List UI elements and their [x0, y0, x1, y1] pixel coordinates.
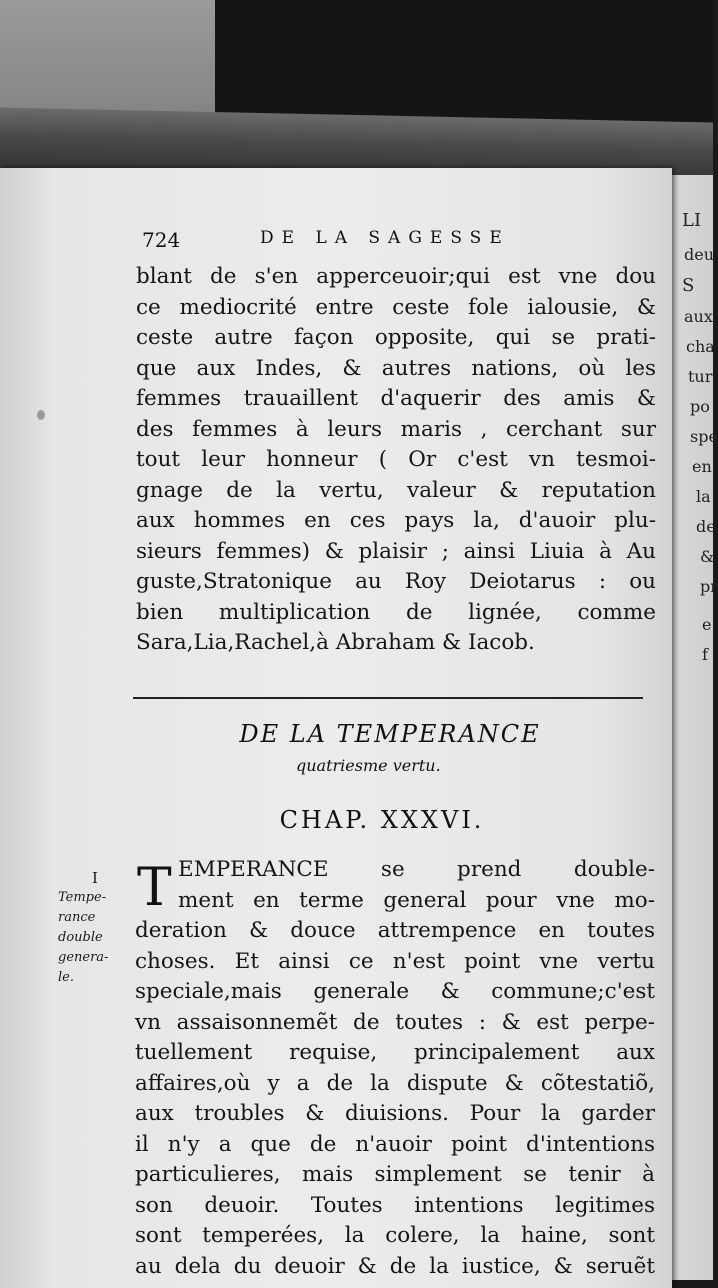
text-line: tout leur honneur ( Or c'est vn tesmoi- — [136, 447, 656, 472]
text-line: guste,Stratonique au Roy Deiotarus : ou — [136, 569, 656, 594]
page-stain — [37, 410, 45, 420]
text-line: que aux Indes, & autres nations, où les — [136, 355, 656, 381]
chapter-heading: CHAP. XXXVI. — [279, 806, 485, 834]
text-line: gnage de la vertu, valeur & reputation — [136, 477, 656, 503]
facing-fragment: spe — [690, 427, 718, 446]
section-divider — [133, 697, 643, 699]
text-line: deration & douce attrempence en toutes — [135, 918, 655, 943]
facing-fragment: f — [702, 645, 708, 664]
text-line: sieurs femmes) & plaisir ; ainsi Liuia à Au — [136, 538, 656, 564]
text-line: vn assaisonnemẽt de toutes : & est perpe- — [135, 1009, 655, 1035]
facing-fragment: aux — [684, 307, 713, 326]
facing-fragment: tur — [688, 367, 713, 386]
text-line: au dela du deuoir & de la iustice, & seruẽt — [135, 1253, 655, 1279]
text-line: tuellement requise, principalement aux — [135, 1040, 655, 1065]
margin-note-line: Tempe- — [58, 890, 107, 905]
text-line: aux hommes en ces pays la, d'auoir plu- — [136, 508, 656, 533]
text-line: sont temperées, la colere, la haine, sont — [135, 1223, 655, 1248]
background-dark-area — [215, 0, 713, 130]
text-line: des femmes à leurs maris , cerchant sur — [136, 416, 656, 442]
margin-note-line: le. — [58, 970, 74, 985]
facing-fragment: pr — [700, 577, 718, 596]
facing-fragment: po — [690, 397, 710, 416]
section-title: DE LA TEMPERANCE — [239, 720, 541, 748]
margin-note — [58, 868, 130, 988]
text-line: speciale,mais generale & commune;c'est — [135, 979, 655, 1004]
text-line: EMPERANCE se prend double- — [178, 857, 655, 882]
text-line: ment en terme general pour vne mo- — [178, 887, 655, 913]
text-line: femmes trauaillent d'aquerir des amis & — [136, 386, 656, 411]
text-line: aux troubles & diuisions. Pour la garder — [135, 1101, 655, 1126]
top-paragraph — [136, 262, 656, 659]
text-line: affaires,où y a de la dispute & cõtestatiõ, — [135, 1070, 655, 1096]
facing-fragment: & — [700, 547, 715, 566]
facing-fragment: e — [702, 615, 712, 634]
text-line: ce mediocrité entre ceste fole ialousie, & — [136, 294, 656, 320]
text-line: choses. Et ainsi ce n'est point vne vertu — [135, 948, 655, 974]
text-line: blant de s'en apperceuoir;qui est vne dou — [136, 264, 656, 289]
margin-note-number: I — [92, 869, 98, 887]
page-header — [142, 228, 562, 258]
section-subtitle: quatriesme vertu. — [296, 756, 441, 775]
facing-fragment: en — [692, 457, 712, 476]
text-line: il n'y a que de n'auoir point d'intentions — [135, 1131, 655, 1157]
text-line: particulieres, mais simplement se tenir à — [135, 1162, 655, 1187]
facing-fragment: S — [682, 275, 695, 296]
margin-note-line: genera- — [58, 950, 109, 965]
text-line: bien multiplication de lignée, comme — [136, 599, 656, 625]
margin-note-line: double — [58, 930, 103, 945]
facing-fragment: deu — [684, 245, 715, 264]
facing-fragment: cha — [686, 337, 715, 356]
facing-fragment: la — [696, 487, 711, 506]
text-line-last: Sara,Lia,Rachel,à Abraham & Iacob. — [136, 630, 535, 655]
margin-note-line: rance — [58, 910, 96, 925]
running-title: DE LA SAGESSE — [260, 228, 510, 248]
facing-fragment: LI — [682, 210, 702, 231]
drop-cap: T — [137, 858, 172, 918]
chapter-paragraph — [135, 855, 655, 1282]
facing-fragment: de — [696, 517, 716, 536]
text-line: son deuoir. Toutes intentions legitimes — [135, 1192, 655, 1218]
text-line: ceste autre façon opposite, qui se prati- — [136, 325, 656, 350]
page-number: 724 — [142, 228, 181, 252]
